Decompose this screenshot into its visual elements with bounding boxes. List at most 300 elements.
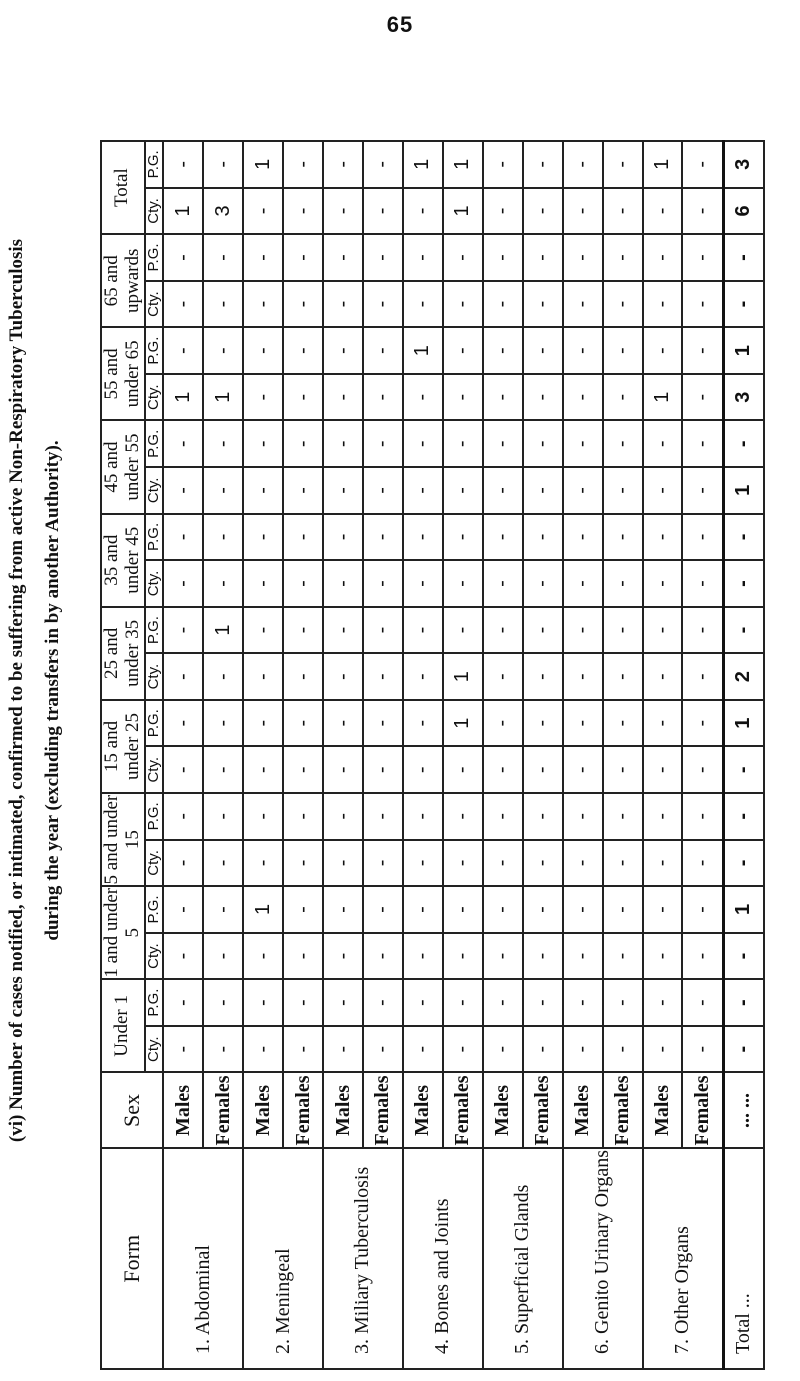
value-cell: -: [483, 420, 523, 467]
total-value-cell: -: [723, 281, 764, 328]
value-cell: -: [403, 933, 443, 980]
value-cell: -: [563, 1026, 603, 1073]
value-cell: -: [643, 560, 683, 607]
value-cell: -: [523, 793, 563, 840]
value-cell: -: [323, 886, 363, 933]
value-cell: -: [483, 793, 523, 840]
value-cell: -: [523, 141, 563, 188]
value-cell: -: [483, 327, 523, 374]
total-value-cell: -: [723, 607, 764, 654]
value-cell: 1: [443, 188, 483, 235]
value-cell: -: [443, 793, 483, 840]
subheader-cty: Cty.: [145, 467, 164, 514]
value-cell: 1: [443, 700, 483, 747]
value-cell: -: [483, 979, 523, 1026]
value-cell: -: [643, 607, 683, 654]
value-cell: -: [603, 700, 643, 747]
value-cell: -: [603, 653, 643, 700]
value-cell: -: [483, 514, 523, 561]
sex-label: Males: [403, 1072, 443, 1148]
value-cell: -: [523, 746, 563, 793]
value-cell: -: [403, 374, 443, 421]
value-cell: -: [603, 560, 643, 607]
value-cell: -: [163, 607, 203, 654]
value-cell: -: [643, 886, 683, 933]
subheader-cty: Cty.: [145, 281, 164, 328]
value-cell: -: [203, 514, 243, 561]
value-cell: -: [243, 700, 283, 747]
value-cell: -: [323, 700, 363, 747]
value-cell: -: [243, 746, 283, 793]
value-cell: -: [163, 653, 203, 700]
value-cell: -: [643, 933, 683, 980]
value-cell: -: [523, 514, 563, 561]
value-cell: -: [363, 746, 403, 793]
form-label: 6. Genito Urinary Organs: [563, 1148, 643, 1369]
value-cell: -: [163, 514, 203, 561]
value-cell: -: [682, 374, 723, 421]
subheader-cty: Cty.: [145, 374, 164, 421]
value-cell: -: [443, 420, 483, 467]
value-cell: -: [603, 420, 643, 467]
total-value-cell: -: [723, 514, 764, 561]
value-cell: -: [563, 234, 603, 281]
value-cell: -: [643, 746, 683, 793]
subheader-pg: P.G.: [145, 700, 164, 747]
value-cell: -: [682, 327, 723, 374]
value-cell: -: [483, 141, 523, 188]
value-cell: -: [443, 327, 483, 374]
subheader-pg: P.G.: [145, 420, 164, 467]
value-cell: -: [203, 933, 243, 980]
value-cell: -: [443, 607, 483, 654]
value-cell: -: [563, 700, 603, 747]
value-cell: -: [443, 933, 483, 980]
value-cell: -: [563, 560, 603, 607]
value-cell: -: [363, 1026, 403, 1073]
value-cell: -: [523, 281, 563, 328]
value-cell: -: [203, 840, 243, 887]
value-cell: -: [483, 700, 523, 747]
value-cell: -: [163, 560, 203, 607]
value-cell: -: [363, 607, 403, 654]
value-cell: -: [523, 420, 563, 467]
page-number: 65: [386, 12, 414, 37]
value-cell: -: [603, 281, 643, 328]
subheader-cty: Cty.: [145, 840, 164, 887]
value-cell: -: [643, 281, 683, 328]
subheader-cty: Cty.: [145, 933, 164, 980]
value-cell: -: [283, 281, 323, 328]
value-cell: -: [203, 420, 243, 467]
value-cell: 1: [163, 374, 203, 421]
value-cell: -: [403, 979, 443, 1026]
value-cell: -: [682, 746, 723, 793]
value-cell: -: [563, 420, 603, 467]
subheader-cty: Cty.: [145, 1026, 164, 1073]
value-cell: -: [403, 467, 443, 514]
value-cell: -: [523, 467, 563, 514]
value-cell: -: [403, 700, 443, 747]
value-cell: -: [603, 886, 643, 933]
header-age-1-5: 1 and under 5: [101, 887, 143, 978]
value-cell: -: [563, 327, 603, 374]
tuberculosis-statistics-table: [100, 140, 765, 1370]
value-cell: -: [563, 281, 603, 328]
form-label: 3. Miliary Tuberculosis: [323, 1148, 403, 1369]
value-cell: -: [283, 700, 323, 747]
value-cell: -: [682, 234, 723, 281]
value-cell: -: [523, 188, 563, 235]
value-cell: -: [323, 467, 363, 514]
value-cell: -: [682, 514, 723, 561]
value-cell: -: [643, 1026, 683, 1073]
value-cell: -: [563, 607, 603, 654]
value-cell: -: [243, 607, 283, 654]
value-cell: -: [283, 607, 323, 654]
value-cell: -: [523, 1026, 563, 1073]
value-cell: -: [163, 467, 203, 514]
value-cell: -: [323, 746, 363, 793]
total-value-cell: 1: [723, 327, 764, 374]
value-cell: -: [403, 514, 443, 561]
header-sex: Sex: [101, 1072, 163, 1148]
value-cell: -: [563, 886, 603, 933]
header-age-45-55: 45 and under 55: [101, 420, 145, 513]
table-body: [163, 141, 764, 1369]
value-cell: -: [243, 793, 283, 840]
value-cell: -: [483, 886, 523, 933]
value-cell: -: [443, 234, 483, 281]
caption-line-2: during the year (excluding transfers in by another Authority).: [42, 440, 63, 941]
value-cell: -: [523, 653, 563, 700]
subheader-pg: P.G.: [145, 979, 164, 1026]
header-total: Total: [101, 141, 145, 234]
value-cell: -: [243, 514, 283, 561]
value-cell: -: [523, 374, 563, 421]
value-cell: -: [323, 653, 363, 700]
value-cell: -: [603, 141, 643, 188]
value-cell: -: [523, 933, 563, 980]
header-age-65-up: 65 and upwards: [101, 234, 145, 327]
value-cell: -: [363, 327, 403, 374]
value-cell: -: [323, 420, 363, 467]
value-cell: -: [163, 840, 203, 887]
value-cell: -: [363, 653, 403, 700]
value-cell: 1: [243, 141, 283, 188]
value-cell: -: [163, 793, 203, 840]
value-cell: -: [203, 327, 243, 374]
value-cell: -: [363, 234, 403, 281]
value-cell: -: [563, 840, 603, 887]
value-cell: -: [603, 467, 643, 514]
total-value-cell: -: [723, 560, 764, 607]
sex-label: Males: [323, 1072, 363, 1148]
value-cell: 1: [443, 653, 483, 700]
value-cell: -: [563, 653, 603, 700]
value-cell: -: [682, 420, 723, 467]
value-cell: -: [283, 374, 323, 421]
value-cell: -: [363, 886, 403, 933]
value-cell: -: [643, 514, 683, 561]
subheader-cty: Cty.: [145, 653, 164, 700]
value-cell: -: [603, 793, 643, 840]
value-cell: -: [643, 793, 683, 840]
value-cell: -: [443, 281, 483, 328]
value-cell: -: [682, 886, 723, 933]
value-cell: 1: [403, 327, 443, 374]
subheader-pg: P.G.: [145, 141, 164, 188]
value-cell: -: [603, 1026, 643, 1073]
sex-label: Males: [483, 1072, 523, 1148]
value-cell: -: [283, 1026, 323, 1073]
value-cell: -: [163, 420, 203, 467]
value-cell: -: [243, 560, 283, 607]
value-cell: -: [403, 840, 443, 887]
value-cell: -: [323, 327, 363, 374]
value-cell: -: [603, 746, 643, 793]
value-cell: -: [563, 514, 603, 561]
value-cell: -: [643, 327, 683, 374]
value-cell: -: [283, 886, 323, 933]
sex-label: Females: [363, 1072, 403, 1148]
value-cell: 1: [203, 374, 243, 421]
value-cell: -: [563, 188, 603, 235]
value-cell: -: [203, 653, 243, 700]
value-cell: -: [203, 700, 243, 747]
total-value-cell: -: [723, 933, 764, 980]
subheader-pg: P.G.: [145, 607, 164, 654]
value-cell: -: [363, 560, 403, 607]
total-value-cell: 1: [723, 467, 764, 514]
header-row-age-groups: [101, 141, 145, 1369]
value-cell: -: [163, 281, 203, 328]
value-cell: -: [323, 607, 363, 654]
table-row: [563, 141, 603, 1369]
value-cell: -: [283, 188, 323, 235]
value-cell: -: [403, 560, 443, 607]
value-cell: -: [523, 327, 563, 374]
value-cell: -: [163, 1026, 203, 1073]
header-age-55-65: 55 and under 65: [101, 327, 145, 420]
value-cell: -: [563, 979, 603, 1026]
table-row: [323, 141, 363, 1369]
value-cell: -: [563, 933, 603, 980]
value-cell: -: [363, 188, 403, 235]
value-cell: -: [363, 979, 403, 1026]
total-value-cell: 3: [723, 141, 764, 188]
value-cell: -: [283, 793, 323, 840]
subheader-cty: Cty.: [145, 746, 164, 793]
value-cell: -: [523, 560, 563, 607]
value-cell: -: [563, 793, 603, 840]
value-cell: -: [643, 188, 683, 235]
value-cell: -: [323, 933, 363, 980]
value-cell: -: [363, 840, 403, 887]
value-cell: -: [363, 514, 403, 561]
value-cell: -: [563, 141, 603, 188]
value-cell: -: [243, 281, 283, 328]
value-cell: -: [443, 886, 483, 933]
value-cell: -: [323, 188, 363, 235]
value-cell: -: [403, 281, 443, 328]
sex-label: Males: [243, 1072, 283, 1148]
value-cell: -: [483, 840, 523, 887]
value-cell: -: [283, 560, 323, 607]
value-cell: -: [403, 234, 443, 281]
value-cell: -: [243, 467, 283, 514]
value-cell: -: [443, 1026, 483, 1073]
value-cell: -: [243, 979, 283, 1026]
value-cell: -: [603, 933, 643, 980]
value-cell: -: [283, 420, 323, 467]
value-cell: -: [682, 188, 723, 235]
value-cell: -: [403, 420, 443, 467]
value-cell: -: [203, 793, 243, 840]
value-cell: -: [403, 793, 443, 840]
sex-label: Females: [682, 1072, 723, 1148]
value-cell: -: [403, 653, 443, 700]
subheader-pg: P.G.: [145, 793, 164, 840]
value-cell: 1: [163, 188, 203, 235]
value-cell: -: [483, 933, 523, 980]
value-cell: -: [163, 979, 203, 1026]
table-row: [403, 141, 443, 1369]
value-cell: -: [243, 1026, 283, 1073]
value-cell: -: [483, 467, 523, 514]
header-age-5-15: 5 and under 15: [101, 794, 143, 885]
value-cell: -: [523, 234, 563, 281]
value-cell: -: [283, 141, 323, 188]
form-label: 2. Meningeal: [243, 1148, 323, 1369]
value-cell: -: [163, 886, 203, 933]
value-cell: -: [443, 840, 483, 887]
subheader-pg: P.G.: [145, 514, 164, 561]
value-cell: -: [523, 886, 563, 933]
value-cell: 1: [643, 141, 683, 188]
value-cell: -: [283, 327, 323, 374]
subheader-cty: Cty.: [145, 188, 164, 235]
value-cell: -: [483, 374, 523, 421]
total-value-cell: -: [723, 234, 764, 281]
value-cell: -: [363, 793, 403, 840]
value-cell: -: [323, 840, 363, 887]
value-cell: -: [163, 327, 203, 374]
value-cell: -: [203, 746, 243, 793]
value-cell: -: [643, 420, 683, 467]
value-cell: -: [483, 234, 523, 281]
total-value-cell: 2: [723, 653, 764, 700]
value-cell: -: [363, 281, 403, 328]
value-cell: -: [363, 420, 403, 467]
value-cell: -: [443, 560, 483, 607]
header-age-under-1: Under 1: [101, 979, 145, 1072]
value-cell: -: [603, 327, 643, 374]
sex-label: Females: [283, 1072, 323, 1148]
total-value-cell: -: [723, 840, 764, 887]
value-cell: -: [403, 188, 443, 235]
value-cell: -: [323, 560, 363, 607]
value-cell: -: [603, 374, 643, 421]
value-cell: -: [283, 467, 323, 514]
value-cell: -: [203, 979, 243, 1026]
table-row: [643, 141, 683, 1369]
value-cell: -: [523, 840, 563, 887]
value-cell: -: [203, 141, 243, 188]
value-cell: -: [403, 1026, 443, 1073]
value-cell: -: [563, 746, 603, 793]
value-cell: -: [363, 374, 403, 421]
sex-label: Females: [203, 1072, 243, 1148]
value-cell: -: [603, 188, 643, 235]
value-cell: -: [682, 700, 723, 747]
value-cell: -: [682, 933, 723, 980]
value-cell: -: [363, 467, 403, 514]
value-cell: -: [682, 1026, 723, 1073]
value-cell: -: [243, 653, 283, 700]
total-row: [723, 141, 764, 1369]
value-cell: -: [523, 607, 563, 654]
value-cell: -: [363, 933, 403, 980]
caption-line-1: (vi) Number of cases notified, or intimated, confirmed to be suffering from active Non-Respiratory Tuberculosis: [6, 238, 27, 1143]
value-cell: -: [203, 886, 243, 933]
value-cell: -: [203, 560, 243, 607]
total-value-cell: -: [723, 793, 764, 840]
value-cell: -: [283, 979, 323, 1026]
sex-label: Females: [523, 1072, 563, 1148]
value-cell: -: [163, 141, 203, 188]
value-cell: -: [603, 979, 643, 1026]
total-value-cell: 6: [723, 188, 764, 235]
total-value-cell: -: [723, 979, 764, 1026]
value-cell: -: [163, 700, 203, 747]
value-cell: -: [403, 607, 443, 654]
value-cell: -: [283, 514, 323, 561]
form-label: 1. Abdominal: [163, 1148, 243, 1369]
header-age-35-45: 35 and under 45: [101, 514, 145, 607]
value-cell: -: [243, 420, 283, 467]
value-cell: -: [643, 653, 683, 700]
sex-label: Males: [563, 1072, 603, 1148]
value-cell: -: [203, 234, 243, 281]
form-label: 4. Bones and Joints: [403, 1148, 483, 1369]
value-cell: -: [403, 746, 443, 793]
value-cell: -: [682, 281, 723, 328]
value-cell: -: [243, 933, 283, 980]
value-cell: -: [603, 607, 643, 654]
total-value-cell: 3: [723, 374, 764, 421]
value-cell: 1: [243, 886, 283, 933]
value-cell: -: [443, 979, 483, 1026]
value-cell: -: [243, 840, 283, 887]
table-row: [243, 141, 283, 1369]
subheader-pg: P.G.: [145, 886, 164, 933]
value-cell: -: [323, 281, 363, 328]
value-cell: -: [603, 840, 643, 887]
total-value-cell: 1: [723, 700, 764, 747]
value-cell: -: [283, 653, 323, 700]
table-row: [163, 141, 203, 1369]
value-cell: -: [483, 607, 523, 654]
value-cell: -: [682, 607, 723, 654]
value-cell: -: [243, 188, 283, 235]
value-cell: -: [483, 281, 523, 328]
value-cell: -: [643, 979, 683, 1026]
value-cell: -: [483, 653, 523, 700]
value-cell: -: [163, 933, 203, 980]
value-cell: 3: [203, 188, 243, 235]
value-cell: -: [643, 234, 683, 281]
